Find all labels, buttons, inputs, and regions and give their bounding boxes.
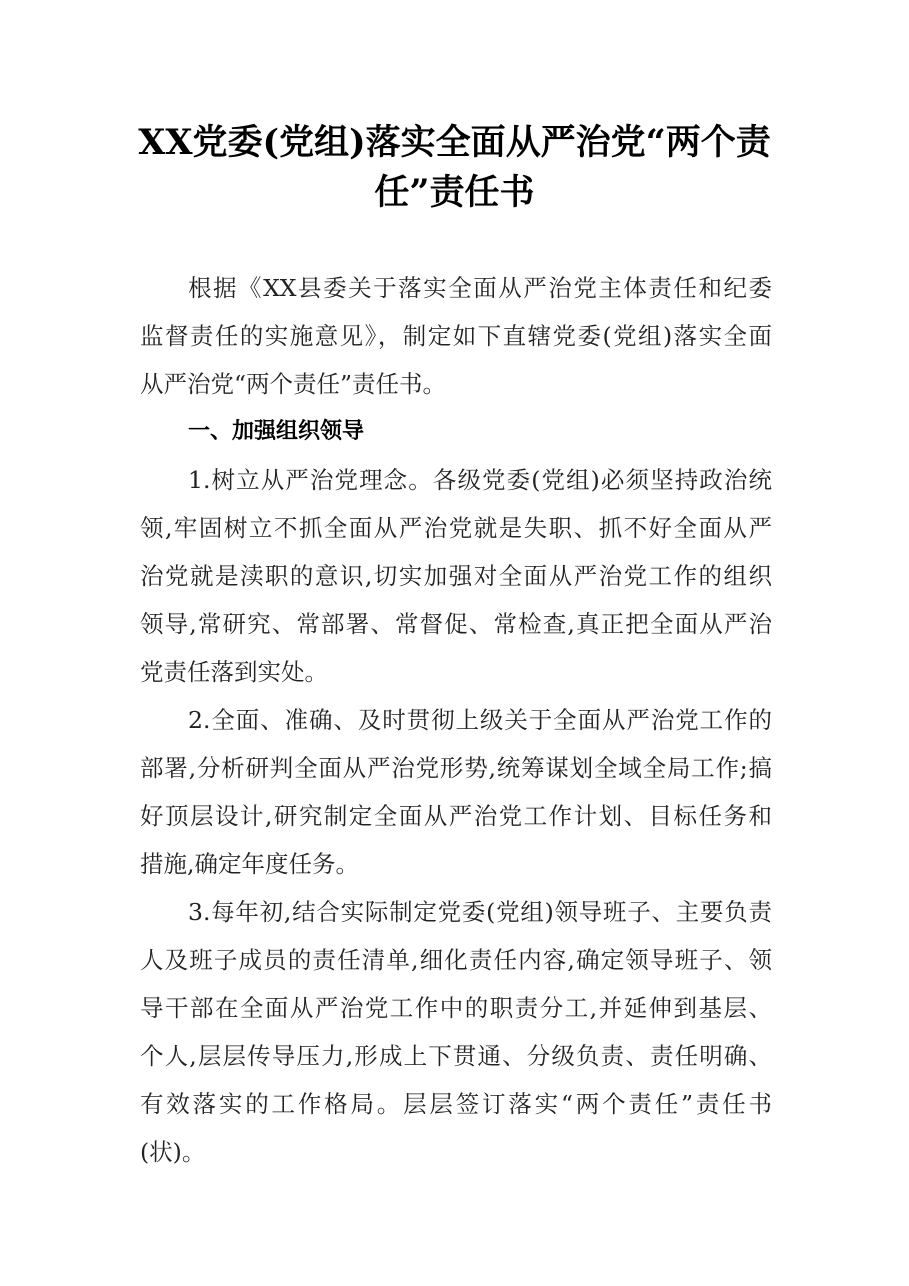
intro-paragraph xyxy=(140,264,772,408)
text-line: 监督责任的实施意见》，制定如下直辖党委(党组)落实全面 xyxy=(140,322,772,350)
item-1-paragraph xyxy=(140,456,772,696)
text-line: (状)。 xyxy=(140,1138,206,1166)
item-3-paragraph xyxy=(140,888,772,1176)
text-line: 领,牢固树立不抓全面从严治党就是失职、抓不好全面从严 xyxy=(140,514,772,542)
title-line: 任”责任书 xyxy=(374,172,535,213)
section-heading: 一、加强组织领导 xyxy=(188,419,365,444)
document-body xyxy=(140,264,772,1176)
document-title xyxy=(118,118,791,218)
text-line: 3.每年初,结合实际制定党委(党组)领导班子、主要负责 xyxy=(188,898,772,926)
text-line: 2.全面、准确、及时贯彻上级关于全面从严治党工作的 xyxy=(188,706,772,734)
text-line: 个人,层层传导压力,形成上下贯通、分级负责、责任明确、 xyxy=(140,1042,772,1070)
text-line: 从严治党“两个责任”责任书。 xyxy=(140,370,447,398)
text-line: 措施,确定年度任务。 xyxy=(140,850,359,878)
text-line: 根据《XX县委关于落实全面从严治党主体责任和纪委 xyxy=(188,274,772,302)
text-line: 好顶层设计,研究制定全面从严治党工作计划、目标任务和 xyxy=(140,802,772,830)
text-line: 党责任落到实处。 xyxy=(140,658,328,686)
text-line: 领导,常研究、常部署、常督促、常检查,真正把全面从严治 xyxy=(140,610,772,638)
item-2-paragraph xyxy=(140,696,772,888)
text-line: 有效落实的工作格局。层层签订落实“两个责任”责任书 xyxy=(140,1090,772,1118)
title-line: XX党委(党组)落实全面从严治党“两个责 xyxy=(138,122,771,163)
text-line: 治党就是渎职的意识,切实加强对全面从严治党工作的组织 xyxy=(140,562,772,590)
text-line: 导干部在全面从严治党工作中的职责分工,并延伸到基层、 xyxy=(140,994,772,1022)
text-line: 部署,分析研判全面从严治党形势,统筹谋划全域全局工作;搞 xyxy=(140,754,772,782)
text-line: 人及班子成员的责任清单,细化责任内容,确定领导班子、领 xyxy=(140,946,772,974)
text-line: 1.树立从严治党理念。各级党委(党组)必须坚持政治统 xyxy=(188,466,772,494)
